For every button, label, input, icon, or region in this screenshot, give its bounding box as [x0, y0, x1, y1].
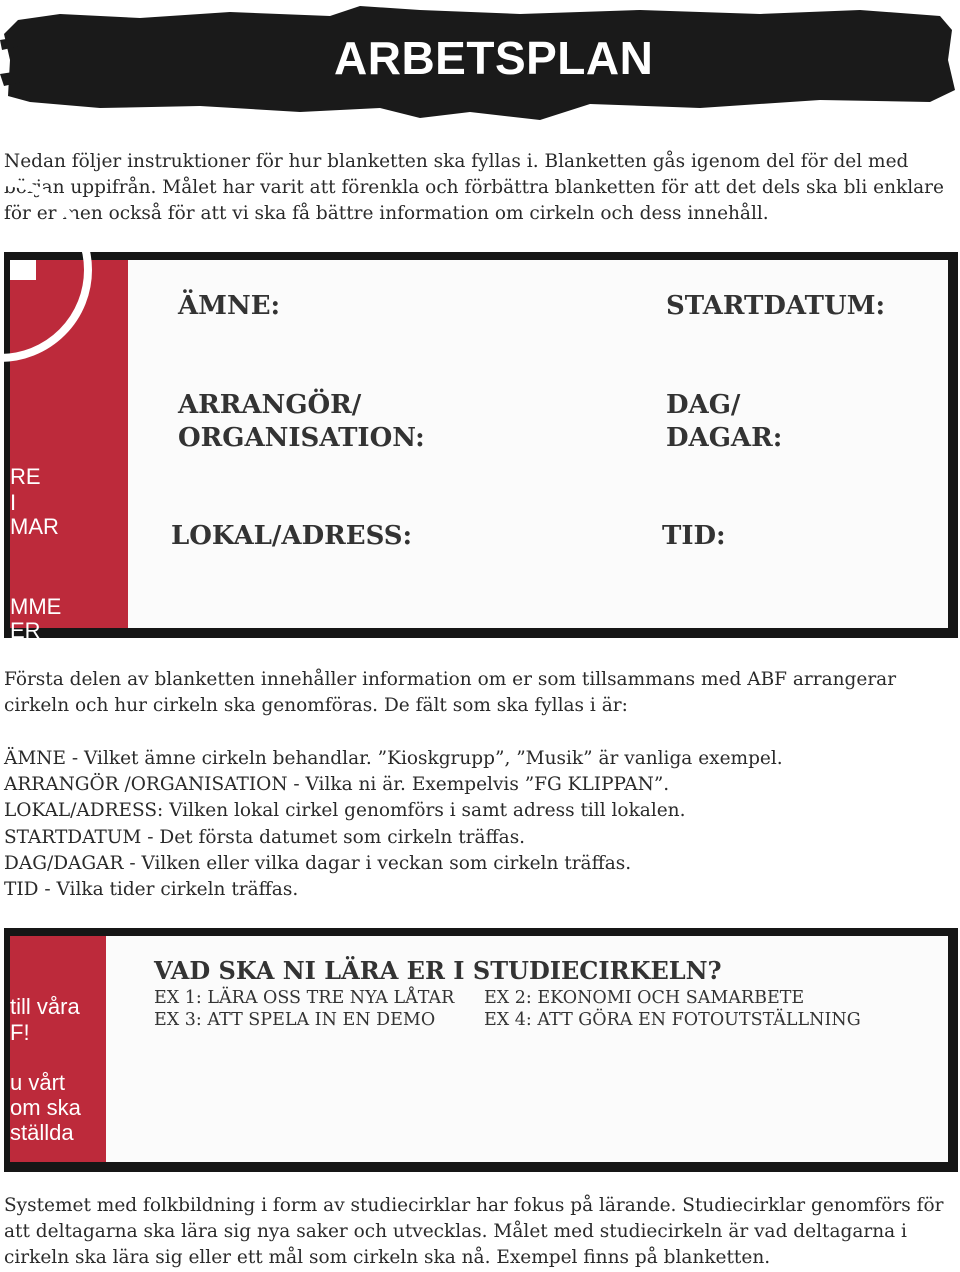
- side-text: MAR: [10, 514, 59, 539]
- logo-fragment-icon: [10, 260, 128, 370]
- intro-paragraph: Nedan följer instruktioner för hur blanketten ska fyllas i. Blanketten gås igenom del för del med början uppifrån. Målet har varit att förenkla och förbättra blanketten för att det dels ska bli enklare för er men också för att vi ska få bättre information om cirkeln och dess innehåll.: [4, 151, 944, 225]
- side-text: till våra: [10, 994, 80, 1019]
- form-part2-image: [4, 928, 958, 1172]
- closing-paragraph: Systemet med folkbildning i form av studiecirklar har fokus på lärande. Studiecirklar genomförs för att deltagarna ska lära sig nya saker och utvecklas. Målet med studiecirkeln är vad deltagarna i cirkeln ska lära sig eller ett mål som cirkeln ska nå. Exempel finns på blanketten.: [4, 1195, 944, 1269]
- label-dagar: DAGAR:: [666, 423, 783, 453]
- red-side-strip: [10, 936, 106, 1162]
- question-heading: VAD SKA NI LÄRA ER I STUDIECIRKELN?: [154, 956, 722, 985]
- example-item: EX 2: EKONOMI OCH SAMARBETE: [484, 988, 805, 1008]
- page-title: ARBETSPLAN: [334, 32, 654, 84]
- label-arrangor: ARRANGÖR/: [178, 390, 362, 420]
- label-dag: DAG/: [666, 390, 741, 420]
- side-text: F!: [10, 1020, 30, 1045]
- red-side-strip: [10, 260, 128, 643]
- example-item: EX 1: LÄRA OSS TRE NYA LÅTAR: [154, 988, 455, 1008]
- side-text: ställda: [10, 1120, 74, 1145]
- field-list: [4, 746, 959, 903]
- label-startdatum: STARTDATUM:: [666, 291, 886, 321]
- label-amne: ÄMNE:: [178, 291, 281, 321]
- side-text: ER: [10, 618, 41, 643]
- side-text: I: [10, 490, 17, 515]
- example-item: EX 4: ATT GÖRA EN FOTOUTSTÄLLNING: [484, 1010, 861, 1030]
- example-item: EX 3: ATT SPELA IN EN DEMO: [154, 1010, 436, 1030]
- form-part1-image: [4, 252, 958, 643]
- label-tid: TID:: [662, 521, 726, 551]
- label-lokal-adress: LOKAL/ADRESS:: [171, 521, 413, 551]
- side-text: om ska: [10, 1095, 81, 1120]
- field-list-item: ARRANGÖR /ORGANISATION - Vilka ni är. Exempelvis ”FG KLIPPAN”.: [4, 774, 670, 796]
- field-list-item: TID - Vilka tider cirkeln träffas.: [4, 879, 299, 901]
- title-banner: [0, 0, 960, 130]
- side-text: MME: [10, 594, 62, 619]
- label-organisation: ORGANISATION:: [178, 423, 425, 453]
- part1-description: Första delen av blanketten innehåller information om er som tillsammans med ABF arrangerar cirkeln och hur cirkeln ska genomföras. De fält som ska fyllas i är:: [4, 669, 897, 717]
- field-list-item: DAG/DAGAR - Vilken eller vilka dagar i veckan som cirkeln träffas.: [4, 852, 632, 874]
- field-list-item: STARTDATUM - Det första datumet som cirkeln träffas.: [4, 826, 526, 848]
- side-text: RE: [10, 464, 41, 489]
- field-list-item: LOKAL/ADRESS: Vilken lokal cirkel genomförs i samt adress till lokalen.: [4, 800, 686, 822]
- side-text: u vårt: [10, 1070, 66, 1095]
- field-list-item: ÄMNE - Vilket ämne cirkeln behandlar. ”Kioskgrupp”, ”Musik” är vanliga exempel.: [4, 748, 783, 769]
